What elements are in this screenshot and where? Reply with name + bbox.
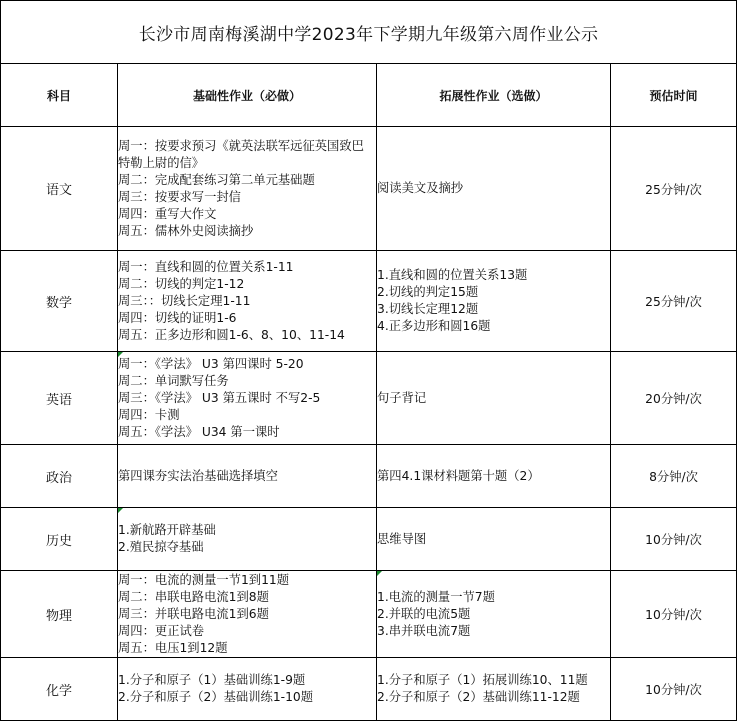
task-line: 周二：完成配套练习第二单元基础题 xyxy=(118,172,315,187)
task-line: 周四：卡测 xyxy=(118,407,180,422)
task-line: 周一：电流的测量一节1到11题 xyxy=(118,572,290,587)
estimated-time-cell[interactable]: 25分钟/次 xyxy=(611,251,737,352)
task-line: 思维导图 xyxy=(377,531,427,546)
task-line: 1.分子和原子（1）拓展训练10、11题 xyxy=(377,673,588,687)
extended-homework-cell[interactable] xyxy=(377,352,611,445)
header-basic-homework[interactable]: 基础性作业（必做） xyxy=(118,64,377,127)
table-row xyxy=(1,251,737,352)
task-line: 周一：直线和圆的位置关系1-11 xyxy=(118,259,294,274)
extended-homework-cell[interactable] xyxy=(377,658,611,721)
table-row xyxy=(1,127,737,251)
task-line: 2.分子和原子（2）基础训练11-12题 xyxy=(377,690,580,704)
sheet-title[interactable]: 长沙市周南梅溪湖中学2023年下学期九年级第六周作业公示 xyxy=(1,1,737,64)
subject-cell[interactable]: 历史 xyxy=(1,508,118,571)
task-line: 周一：《学法》 U3 第四课时 5-20 xyxy=(118,356,304,371)
subject-cell[interactable]: 数学 xyxy=(1,251,118,352)
task-line: 2.并联的电流5题 xyxy=(377,606,471,621)
basic-homework-cell[interactable] xyxy=(118,352,377,445)
task-line: 3.串并联电流7题 xyxy=(377,623,471,638)
task-line: 句子背记 xyxy=(377,390,427,405)
task-line: 周三：：切线长定理1-11 xyxy=(118,293,251,308)
task-line: 周二：切线的判定1-12 xyxy=(118,276,245,291)
task-line: 1.分子和原子（1）基础训练1-9题 xyxy=(118,673,306,687)
table-row xyxy=(1,571,737,658)
task-line: 2.分子和原子（2）基础训练1-10题 xyxy=(118,690,314,704)
task-line: 阅读美文及摘抄 xyxy=(377,181,464,195)
table-row xyxy=(1,352,737,445)
task-line: 周二：单词默写任务 xyxy=(118,373,229,388)
basic-homework-cell[interactable] xyxy=(118,508,377,571)
task-line: 周五：正多边形和圆1-6、8、10、11-14 xyxy=(118,327,345,342)
extended-homework-cell[interactable] xyxy=(377,445,611,508)
basic-homework-cell[interactable] xyxy=(118,658,377,721)
task-line: 周二：串联电路电流1到8题 xyxy=(118,589,269,604)
task-line: 1.电流的测量一节7题 xyxy=(377,589,495,604)
header-extended-homework[interactable]: 拓展性作业（选做） xyxy=(377,64,611,127)
table-row xyxy=(1,508,737,571)
subject-cell[interactable]: 化学 xyxy=(1,658,118,721)
table-row xyxy=(1,445,737,508)
task-line: 周五：《学法》 U34 第一课时 xyxy=(118,424,280,439)
task-line: 周五：儒林外史阅读摘抄 xyxy=(118,223,254,238)
task-line: 3.切线长定理12题 xyxy=(377,302,479,316)
header-subject[interactable]: 科目 xyxy=(1,64,118,127)
comment-marker-icon xyxy=(377,571,382,576)
subject-cell[interactable]: 语文 xyxy=(1,127,118,251)
task-line: 2.切线的判定15题 xyxy=(377,285,479,299)
extended-homework-cell[interactable] xyxy=(377,127,611,251)
task-line: 第四4.1课材料题第十题（2） xyxy=(377,468,540,483)
task-line: 4.正多边形和圆16题 xyxy=(377,319,491,333)
task-line: 周一：按要求预习《就英法联军远征英国致巴特勒上尉的信》 xyxy=(118,138,364,170)
basic-homework-cell[interactable] xyxy=(118,571,377,658)
basic-homework-cell[interactable] xyxy=(118,251,377,352)
basic-homework-cell[interactable] xyxy=(118,127,377,251)
task-line: 周五：电压1到12题 xyxy=(118,640,228,655)
task-line: 周四：更正试卷 xyxy=(118,623,205,638)
task-line: 周三：并联电路电流1到6题 xyxy=(118,606,269,621)
task-line: 周四：重写大作文 xyxy=(118,206,217,221)
header-row xyxy=(1,64,737,127)
estimated-time-cell[interactable]: 25分钟/次 xyxy=(611,127,737,251)
task-line: 1.直线和圆的位置关系13题 xyxy=(377,268,528,282)
subject-cell[interactable]: 政治 xyxy=(1,445,118,508)
title-row xyxy=(1,1,737,64)
task-line: 第四课夯实法治基础选择填空 xyxy=(118,468,278,483)
estimated-time-cell[interactable]: 10分钟/次 xyxy=(611,508,737,571)
table-row xyxy=(1,658,737,721)
task-line: 周三：《学法》 U3 第五课时 不写2-5 xyxy=(118,390,321,405)
comment-marker-icon xyxy=(118,508,123,513)
estimated-time-cell[interactable]: 20分钟/次 xyxy=(611,352,737,445)
estimated-time-cell[interactable]: 10分钟/次 xyxy=(611,658,737,721)
comment-marker-icon xyxy=(118,352,123,357)
estimated-time-cell[interactable]: 8分钟/次 xyxy=(611,445,737,508)
header-estimated-time[interactable]: 预估时间 xyxy=(611,64,737,127)
subject-cell[interactable]: 物理 xyxy=(1,571,118,658)
subject-cell[interactable]: 英语 xyxy=(1,352,118,445)
estimated-time-cell[interactable]: 10分钟/次 xyxy=(611,571,737,658)
extended-homework-cell[interactable] xyxy=(377,251,611,352)
extended-homework-cell[interactable] xyxy=(377,571,611,658)
basic-homework-cell[interactable] xyxy=(118,445,377,508)
extended-homework-cell[interactable] xyxy=(377,508,611,571)
task-line: 2.殖民掠夺基础 xyxy=(118,540,204,554)
task-line: 1.新航路开辟基础 xyxy=(118,523,216,537)
task-line: 周四：切线的证明1-6 xyxy=(118,310,237,325)
task-line: 周三：按要求写一封信 xyxy=(118,189,241,204)
